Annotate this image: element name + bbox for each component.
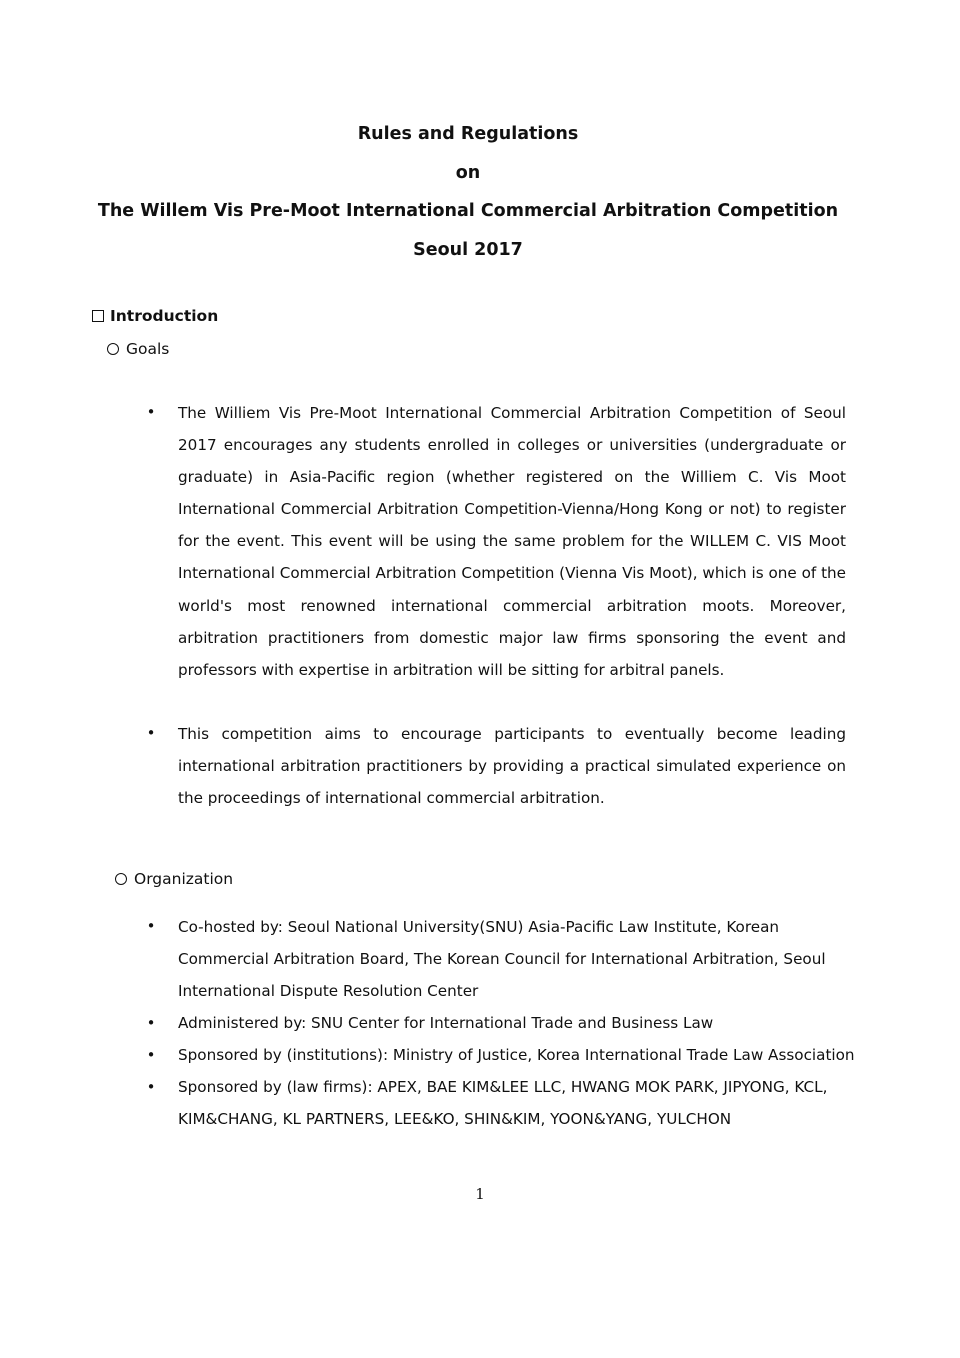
organization-item-sponsored-institutions: [178, 1039, 858, 1071]
organization-item-cohosted: [178, 911, 858, 1007]
circle-bullet-icon: [107, 343, 119, 355]
bullet-icon: •: [146, 1046, 156, 1064]
organization-item-sponsored-law-firms: [178, 1071, 858, 1135]
section-heading-label: Introduction: [110, 307, 219, 325]
title-line-3: The Willem Vis Pre-Moot International Commercial Arbitration Competition: [97, 201, 839, 221]
section-heading-introduction: [92, 305, 218, 327]
organization-item-line: Commercial Arbitration Board, The Korean Council for International Arbitration, Seoul: [178, 950, 826, 969]
bullet-icon: •: [146, 403, 156, 421]
bullet-icon: •: [146, 724, 156, 742]
organization-item-line: KIM&CHANG, KL PARTNERS, LEE&KO, SHIN&KIM, YOON&YANG, YULCHON: [178, 1110, 732, 1129]
organization-item-line: Sponsored by (institutions): Ministry of Justice, Korea International Trade Law Association: [178, 1046, 855, 1064]
goals-paragraph-1: The Williem Vis Pre-Moot International Commercial Arbitration Competition of Seoul 2017 encourages any students enrolled in colleges or universities (undergraduate or graduate) in Asia-Pacific region (whether registered on the Williem C. Vis Moot International Commercial Arbitration Competition-Vienna/Hong Kong or not) to register for the event. This event will be using the same problem for the WILLEM C. VIS Moot International Commercial Arbitration Competition (Vienna Vis Moot), which is one of the world's most renowned international commercial arbitration moots. Moreover, arbitration practitioners from domestic major law firms sponsoring the event and professors with expertise in arbitration will be sitting for arbitral panels.: [178, 404, 846, 679]
title-line-1: Rules and Regulations: [357, 124, 579, 144]
organization-item-line: Administered by: SNU Center for International Trade and Business Law: [178, 1014, 714, 1032]
goals-paragraph-2: This competition aims to encourage participants to eventually become leading international arbitration practitioners by providing a practical simulated experience on the proceedings of international commercial arbitration.: [178, 725, 846, 808]
organization-item-line: International Dispute Resolution Center: [178, 982, 479, 1001]
bullet-icon: •: [146, 1078, 156, 1096]
bullet-icon: •: [146, 1014, 156, 1032]
bullet-icon: •: [146, 917, 156, 935]
circle-bullet-icon: [115, 873, 127, 885]
subsection-organization-label: Organization: [134, 870, 234, 888]
organization-item-administered: [178, 1007, 858, 1039]
subsection-goals-label: Goals: [126, 340, 170, 358]
title-line-4: Seoul 2017: [413, 240, 523, 260]
title-line-2: on: [455, 163, 481, 183]
organization-item-line: Sponsored by (law firms): APEX, BAE KIM&LEE LLC, HWANG MOK PARK, JIPYONG, KCL,: [178, 1078, 828, 1096]
page-number: 1: [475, 1185, 485, 1203]
organization-item-line: Co-hosted by: Seoul National University(SNU) Asia-Pacific Law Institute, Korean: [178, 918, 780, 936]
subsection-goals: [107, 338, 169, 360]
subsection-organization: [115, 868, 233, 890]
square-bullet-icon: [92, 310, 104, 322]
